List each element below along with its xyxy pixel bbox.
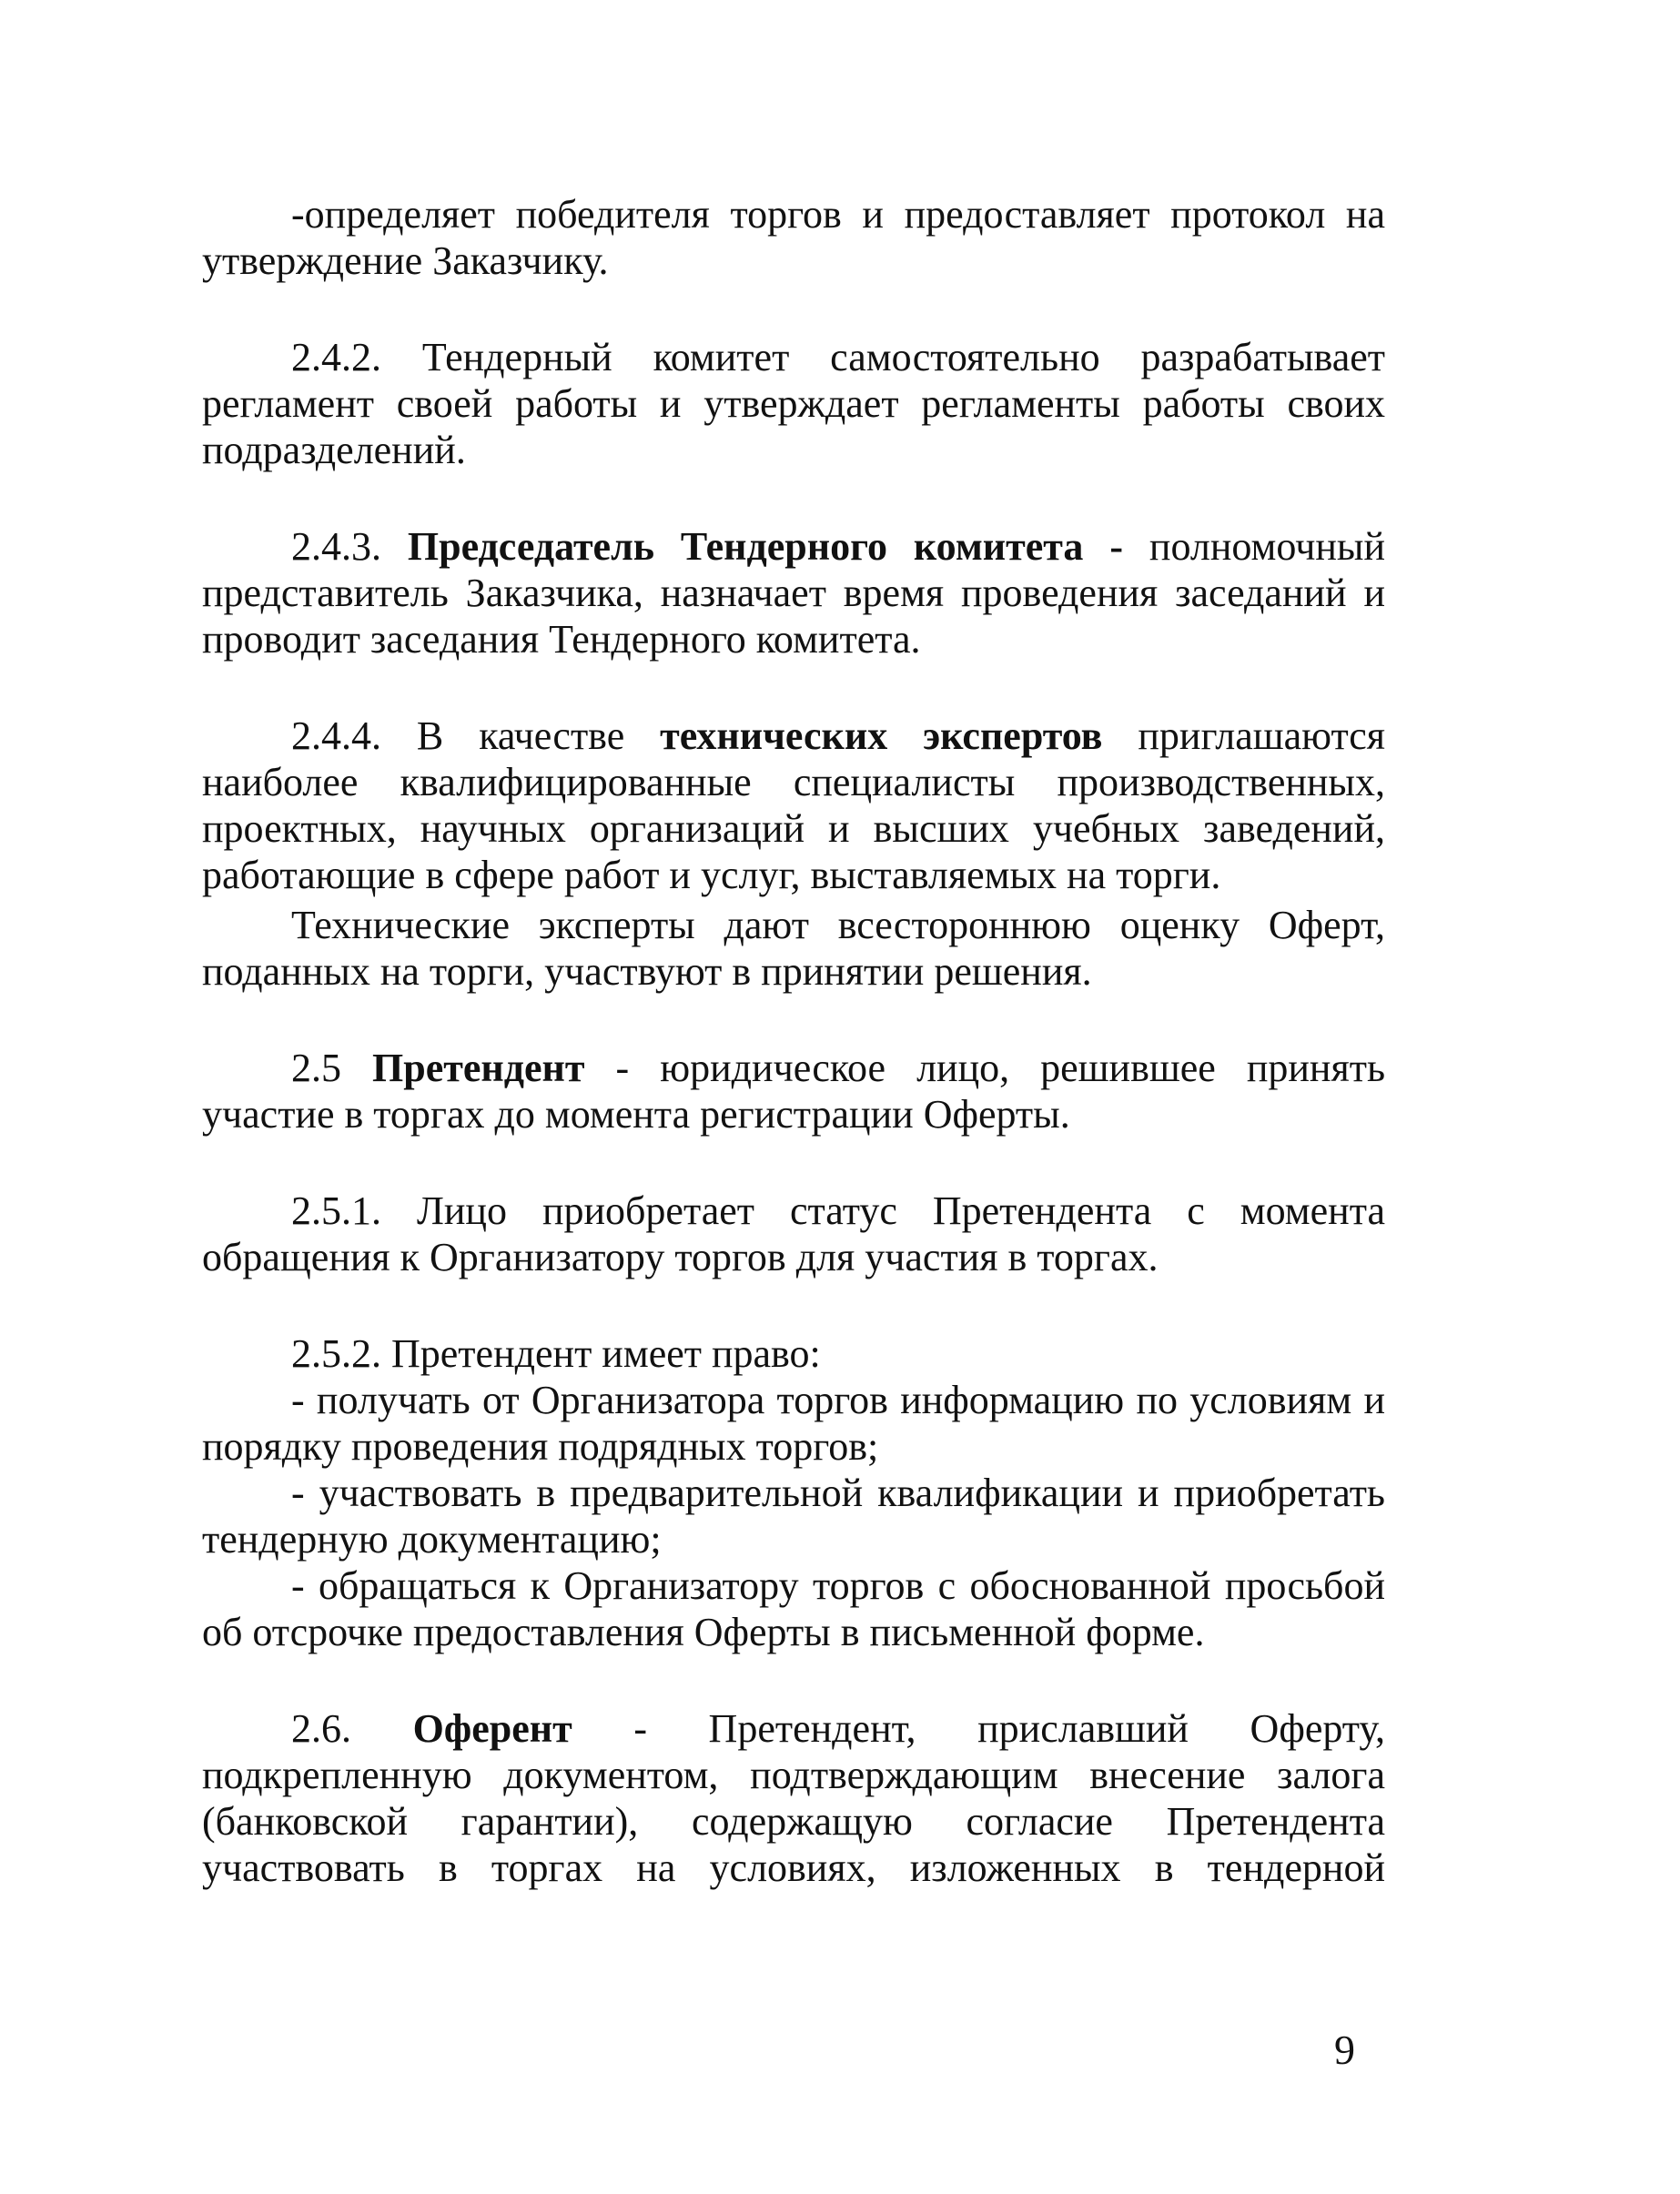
paragraph-2-5-1: 2.5.1. Лицо приобретает статус Претендента с момента обращения к Организатору торгов для участия в торгах. bbox=[202, 1188, 1385, 1279]
document-body bbox=[202, 191, 1385, 1891]
paragraph-2-5-2-head: 2.5.2. Претендент имеет право: bbox=[291, 1331, 821, 1376]
list-item: - получать от Организатора торгов информацию по условиям и порядку проведения подрядных торгов; bbox=[202, 1378, 1385, 1469]
paragraph-winner: -определяет победителя торгов и предоставляет протокол на утверждение Заказчику. bbox=[202, 192, 1385, 283]
paragraph-2-5 bbox=[202, 1045, 1385, 1137]
clause-number: 2.6. bbox=[291, 1706, 351, 1751]
paragraph-2-4-4 bbox=[202, 713, 1385, 898]
clause-text: приглашаются наиболее квалифицированные специалисты производственных, проектных, научных организаций и высших учебных заведений, работающие в сфере работ и услуг, выставляемых на торги. bbox=[202, 713, 1385, 897]
list-item: - участвовать в предварительной квалификации и приобретать тендерную документацию; bbox=[202, 1471, 1385, 1562]
defined-term: Претендент bbox=[372, 1046, 585, 1090]
clause-text: - юридическое лицо, решившее принять участие в торгах до момента регистрации Оферты. bbox=[202, 1046, 1386, 1137]
clause-text: полномочный представитель Заказчика, назначает время проведения заседаний и проводит заседания Тендерного комитета. bbox=[202, 524, 1386, 662]
list-item: - обращаться к Организатору торгов с обоснованной просьбой об отсрочке предоставления Оферты в письменной форме. bbox=[202, 1563, 1385, 1654]
clause-text: - Претендент, приславший Оферту, подкрепленную документом, подтверждающим внесение залога (банковской гарантии), содержащую согласие Претендента участвовать в торгах на условиях, изложенных в тендерной bbox=[202, 1706, 1386, 1890]
clause-number: 2.4.3. bbox=[291, 524, 381, 569]
paragraph-2-4-3 bbox=[202, 523, 1385, 662]
defined-term: Оферент bbox=[412, 1706, 572, 1751]
paragraph-experts: Технические эксперты дают всестороннюю оценку Оферт, поданных на торги, участвуют в принятии решения. bbox=[202, 903, 1385, 994]
clause-lead: 2.4.4. В качестве bbox=[291, 713, 625, 758]
defined-term: технических экспертов bbox=[660, 713, 1103, 758]
paragraph-2-4-2: 2.4.2. Тендерный комитет самостоятельно разрабатывает регламент своей работы и утверждает регламенты работы своих подразделений. bbox=[202, 335, 1385, 472]
paragraph-2-6 bbox=[202, 1705, 1385, 1891]
defined-term: Председатель Тендерного комитета - bbox=[407, 524, 1123, 569]
page-number: 9 bbox=[1334, 2027, 1355, 2073]
clause-number: 2.5 bbox=[291, 1046, 341, 1090]
